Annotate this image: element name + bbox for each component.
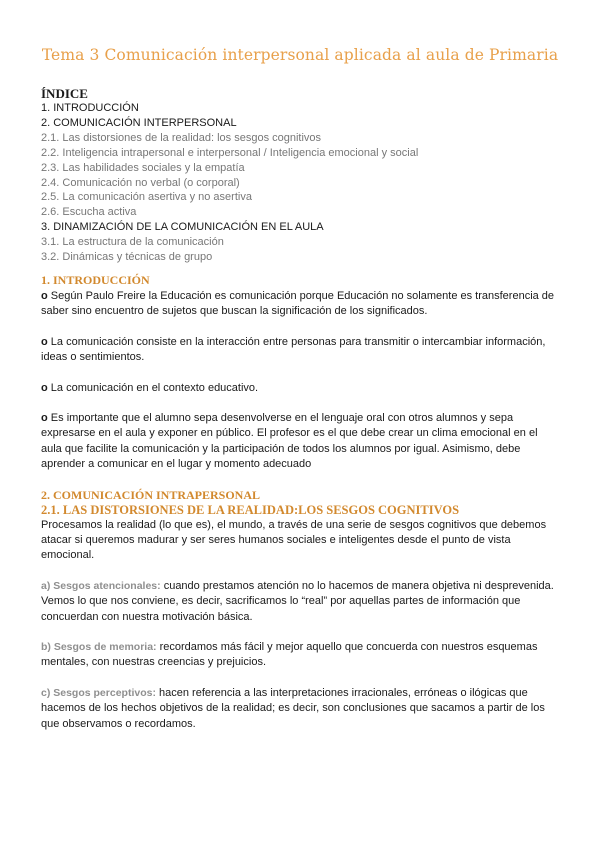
toc-item: 2.5. La comunicación asertiva y no asertiva (41, 191, 252, 204)
document-body (41, 86, 561, 732)
section-2-1-heading: 2.1. LAS DISTORSIONES DE LA REALIDAD:LOS SESGOS COGNITIVOS (41, 502, 460, 517)
section-2-intro: Procesamos la realidad (lo que es), el mundo, a través de una serie de sesgos cognitivos que debemos atacar si queremos madurar y ser seres humanos sociales e inteligentes desde el punto de vista emocional. (41, 518, 547, 562)
toc-item: 2. COMUNICACIÓN INTERPERSONAL (41, 116, 237, 129)
toc-item: 3.1. La estructura de la comunicación (41, 236, 224, 249)
toc-item: 2.3. Las habilidades sociales y la empatía (41, 161, 245, 174)
section-2-heading: 2. COMUNICACIÓN INTRAPERSONAL (41, 487, 261, 502)
intro-paragraph-1: o Según Paulo Freire la Educación es comunicación porque Educación no solamente es transferencia de saber sino encuentro de sujetos que buscan la significación de los significados. (41, 289, 555, 318)
bullet-marker: o (41, 381, 48, 394)
toc-item: 3.2. Dinámicas y técnicas de grupo (41, 251, 213, 264)
bullet-marker: o (41, 289, 48, 302)
toc-item: 2.1. Las distorsiones de la realidad: los sesgos cognitivos (41, 131, 322, 144)
bullet-marker: o (41, 412, 48, 424)
intro-paragraph-2: o La comunicación consiste en la interacción entre personas para transmitir o intercambiar información, ideas o sentimientos. (41, 335, 546, 364)
toc-item: 2.4. Comunicación no verbal (o corporal) (41, 176, 240, 189)
section-1-heading: 1. INTRODUCCIÓN (41, 272, 150, 287)
toc-item: 2.6. Escucha activa (41, 206, 137, 219)
intro-paragraph-4: o Es importante que el alumno sepa desenvolverse en el lenguaje oral con otros alumnos y sepa expresarse en el aula y exponer en público. El profesor es el que debe crear un clima emocional en el aula que facilite la comunicación y la participación de todos los alumnos por igual. Asimismo, debe aprender a comunicar en el lugar y momento adecuado (41, 412, 538, 471)
bias-item-memory: b) Sesgos de memoria: recordamos más fácil y mejor aquello que concuerda con nuestros esquemas mentales, con nuestras creencias y prejuicios. (41, 641, 538, 669)
bias-term: b) Sesgos de memoria: (41, 641, 157, 654)
index-heading: ÍNDICE (41, 86, 88, 101)
toc-item: 1. INTRODUCCIÓN (41, 102, 139, 114)
intro-paragraph-3: o La comunicación en el contexto educativo. (41, 381, 259, 394)
bias-term: c) Sesgos perceptivos: (41, 686, 156, 699)
bias-item-perceptual: c) Sesgos perceptivos: hacen referencia a las interpretaciones irracionales, erróneas o ilógicas que hacemos de los hechos objetivos de la realidad; es decir, son conclusiones que sacamos a partir de los que observamos o recordamos. (41, 686, 545, 730)
bias-item-attentional: a) Sesgos atencionales: cuando prestamos atención no lo hacemos de manera objetiva ni desprevenida. Vemos lo que nos conviene, es decir, sacrificamos lo “real” por aquellas partes de información que concuerdan con nuestra motivación básica. (41, 579, 554, 623)
document-title: Tema 3 Comunicación interpersonal aplicada al aula de Primaria (41, 46, 559, 64)
table-of-contents (41, 101, 561, 265)
toc-item: 3. DINAMIZACIÓN DE LA COMUNICACIÓN EN EL AULA (41, 221, 324, 234)
toc-item: 2.2. Inteligencia intrapersonal e interpersonal / Inteligencia emocional y social (41, 146, 419, 159)
bullet-marker: o (41, 335, 48, 348)
bias-term: a) Sesgos atencionales: (41, 579, 161, 592)
